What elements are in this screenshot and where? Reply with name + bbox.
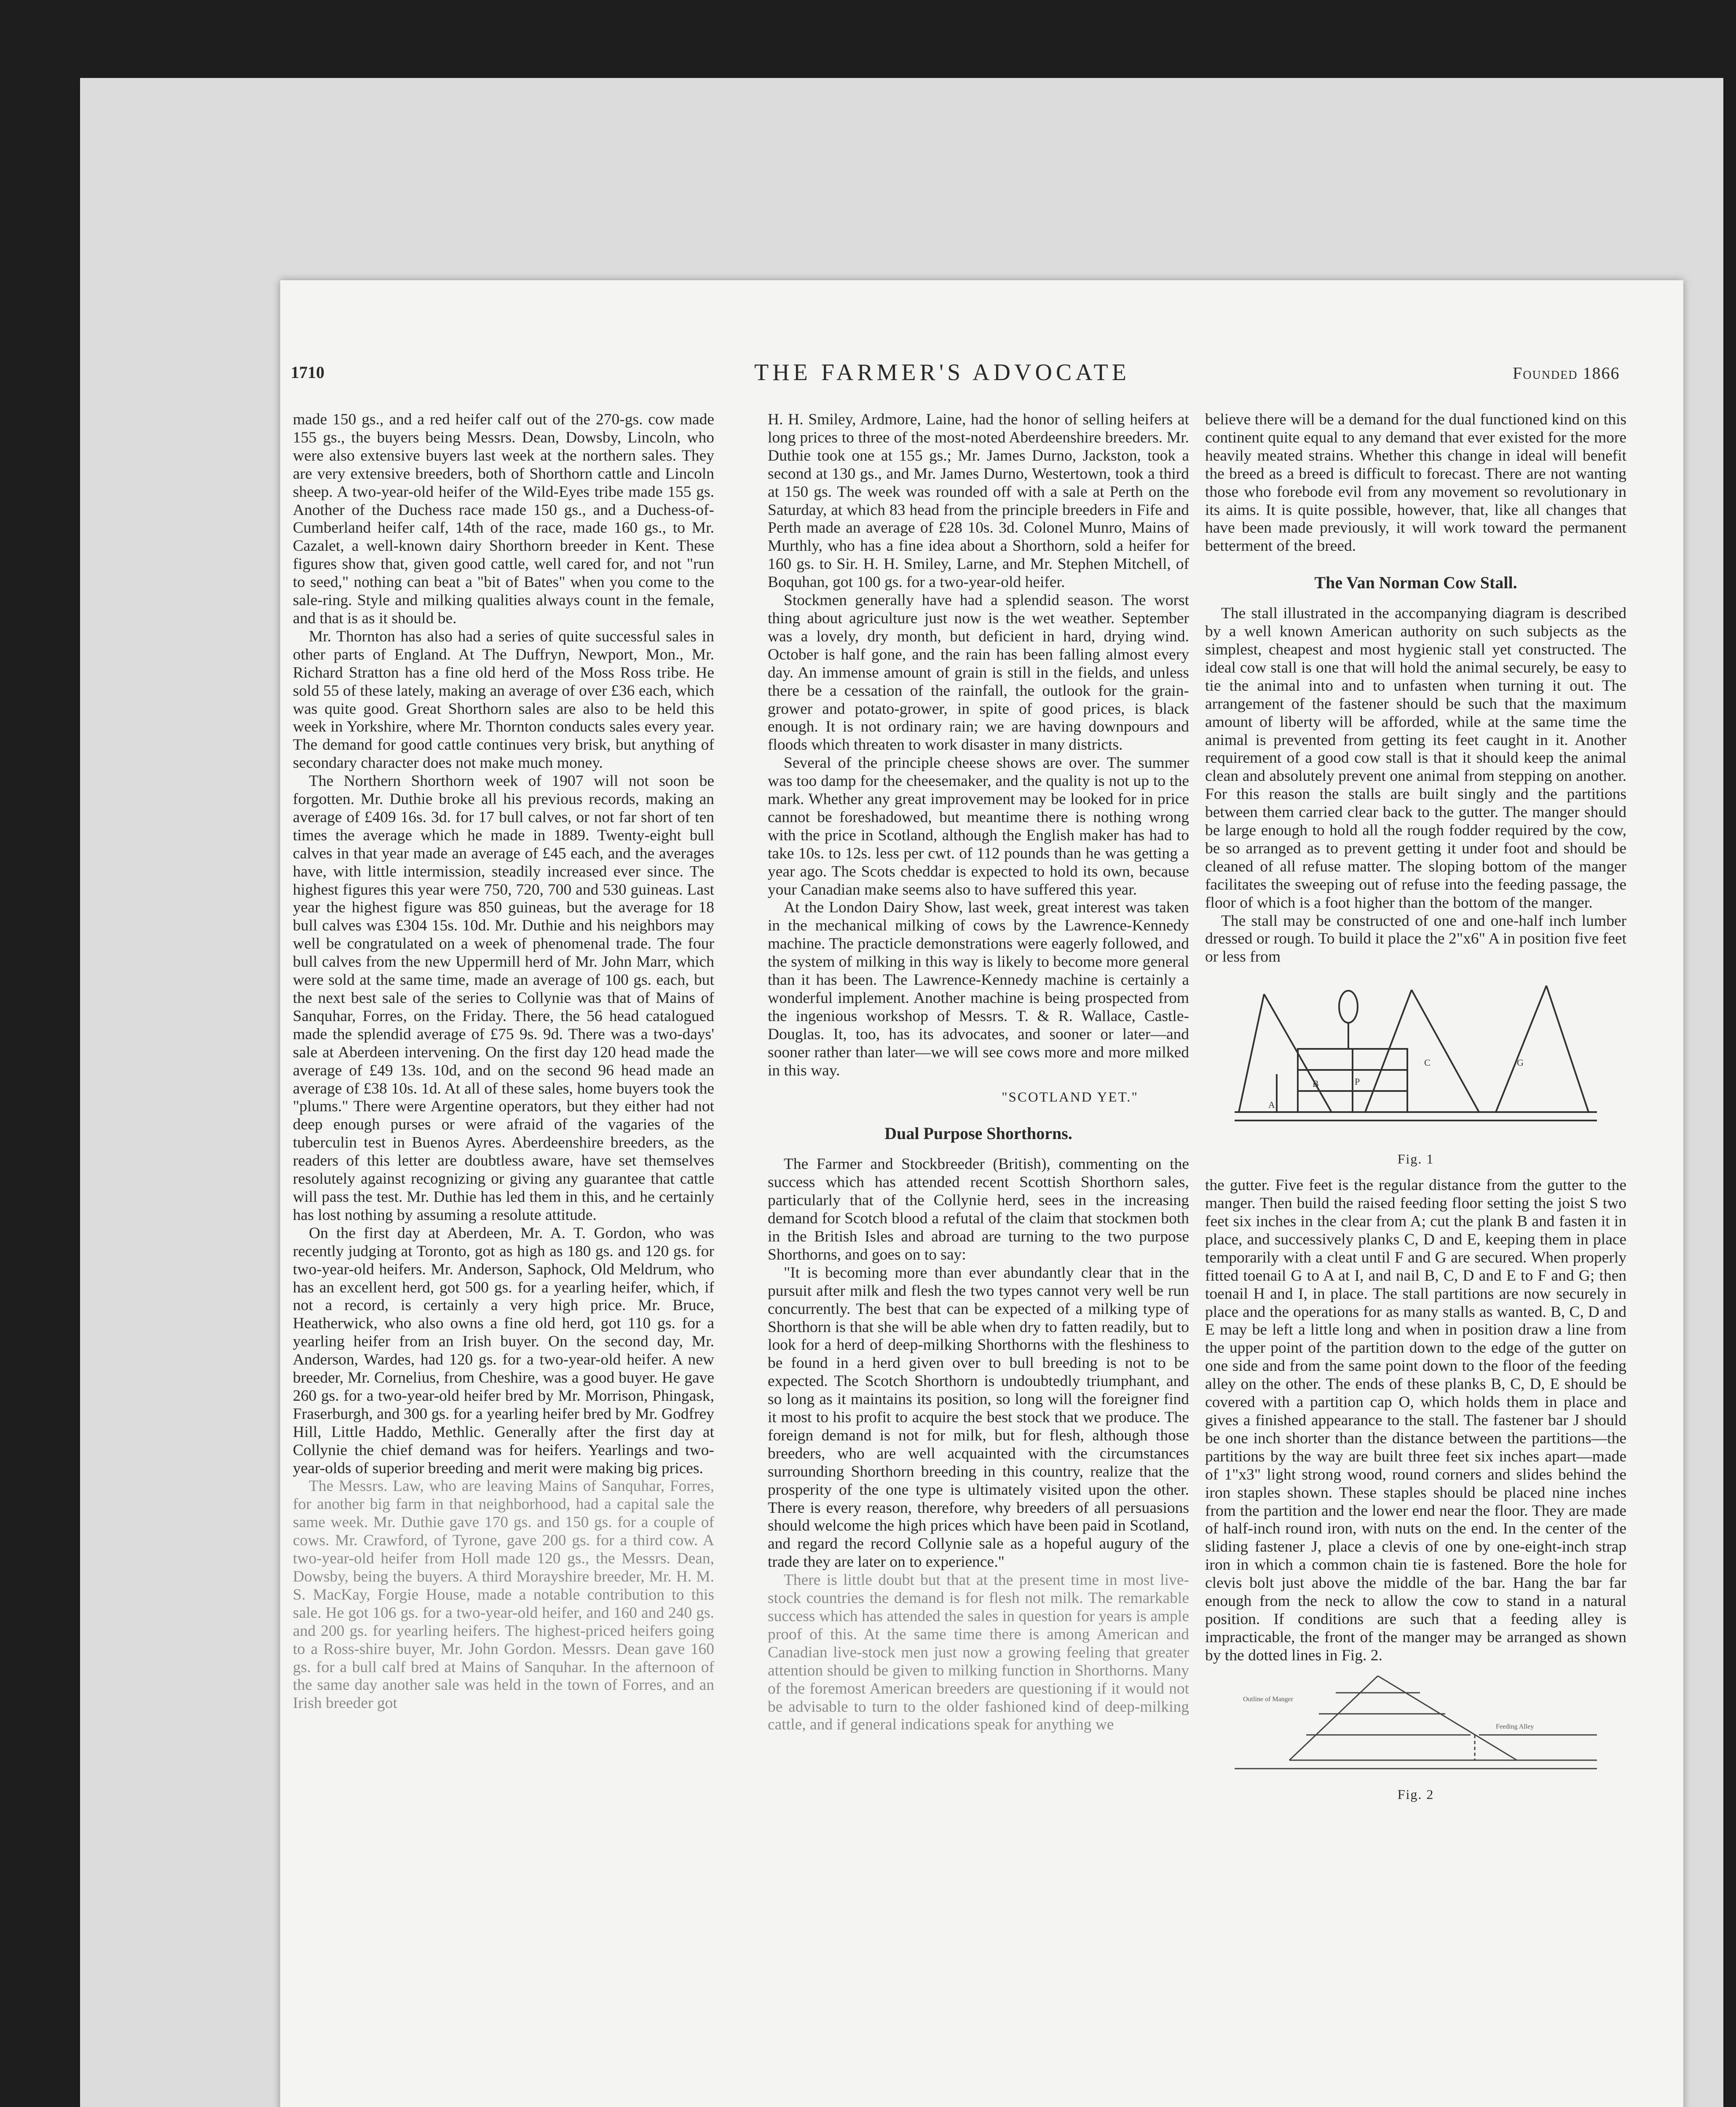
paragraph: believe there will be a demand for the dual functioned kind on this continent quite equal to any demand that ever existed for the more heavily meated strains. Whether this change in ideal will benefit the breed as a breed is difficult to forecast. There are not wanting those who forebode evil from any movement so revolutionary in its aims. It is quite possible, however, that, like all changes that have been made previously, it will work toward the permanent betterment of the breed.	[1205, 411, 1626, 555]
article-heading-cow-stall: The Van Norman Cow Stall.	[1314, 573, 1517, 592]
svg-text:G: G	[1517, 1057, 1524, 1068]
masthead: THE FARMER'S ADVOCATE	[754, 359, 1130, 386]
svg-text:P: P	[1355, 1076, 1360, 1087]
paragraph: On the first day at Aberdeen, Mr. A. T. Gordon, who was recently judging at Toronto, got as high as 180 gs. and 120 gs. for two-year-old heifers. Mr. Anderson, Saphock, Old Meldrum, who has an excellent herd, got 500 gs. for a yearling heifer, which, if not a record, is certainly a very high price. Mr. Bruce, Heatherwick, who also owns a fine old herd, got 110 gs. for a yearling heifer from an Irish buyer. On the second day, Mr. Anderson, Wardes, had 120 gs. for a two-year-old heifer. A new breeder, Mr. Cornelius, from Cheshire, was a good buyer. He gave 260 gs. for a two-year-old heifer bred by Mr. Morrison, Phingask, Fraserburgh, and 300 gs. for a yearling heifer bred by Mr. Godfrey Hill, Little Haddo, Methlic. Generally after the first day at Collynie the chief demand was for heifers. Yearlings and two-year-olds of superior breeding and merit were making big prices.	[293, 1224, 714, 1477]
svg-text:C: C	[1424, 1057, 1431, 1068]
figure-1-caption: Fig. 1	[1397, 1151, 1434, 1167]
paragraph: There is little doubt but that at the present time in most live-stock countries the demand is for flesh not milk. The remarkable success which has attended the sales in question for years is ample proof of this. At the same time there is among American and Canadian live-stock men just now a growing feeling that greater attention should be given to milking function in Shorthorns. Many of the foremost American breeders are questioning if it would not be advisable to turn to the older fashioned kind of deep-milking cattle, and if general indications speak for anything we	[768, 1571, 1189, 1734]
paragraph: The stall may be constructed of one and one-half inch lumber dressed or rough. To build it place the 2"x6" A in position five feet or less from	[1205, 912, 1626, 966]
column-1	[293, 411, 714, 2107]
founded-label: Founded 1866	[1513, 364, 1620, 383]
paragraph: The stall illustrated in the accompanying diagram is described by a well known American authority on such subjects as the simplest, cheapest and most hygienic stall yet constructed. The ideal cow stall is one that will hold the animal securely, be easy to tie the animal into and to unfasten when turning it out. The arrangement of the fastener should be such that the maximum amount of liberty will be afforded, while at the same time the animal is prevented from getting its feet caught in it. Another requirement of a good cow stall is that it should keep the animal clean and absolutely prevent one animal from stepping on another. For this reason the stalls are built singly and the partitions between them carried clear back to the gutter. The manger should be large enough to hold all the rough fodder required by the cow, be so arranged as to prevent getting it under foot and should be cleaned of all refuse matter. The sloping bottom of the manger facilitates the sweeping out of refuse into the feeding passage, the floor of which is a foot higher than the bottom of the manger.	[1205, 605, 1626, 911]
figure-2-caption: Fig. 2	[1397, 1786, 1434, 1802]
paragraph: The Northern Shorthorn week of 1907 will not soon be forgotten. Mr. Duthie broke all his previous records, making an average of £409 16s. 3d. for 17 bull calves, or not far short of ten times the average which he made in 1889. Twenty-eight bull calves in that year made an average of £45 each, and the averages have, with little intermission, steadily increased ever since. The highest figures this year were 750, 720, 700 and 530 guineas. Last year the highest figure was 850 guineas, but the average for 18 bull calves was £304 15s. 10d. Mr. Duthie and his neighbors may well be congratulated on a week of phenomenal trade. The four bull calves from the new Uppermill herd of Mr. John Marr, which were sold at the same time, made an average of 100 gs. each, but the next best sale of the series to Collynie was that of Mains of Sanquhar, Forres, on the Friday. There, the 56 head catalogued made the splendid average of £75 9s. 9d. There was a two-days' sale at Aberdeen intervening. On the first day 120 head made the average of £49 13s. 10d, and on the second 96 head made an average of £38 10s. 1d. At all of these sales, home buyers took the "plums." There were Argentine operators, but they either had not deep enough purses or were afraid of the vagaries of the tuberculin test in Buenos Ayres. Aberdeenshire breeders, as the readers of this letter are doubtless aware, have set themselves resolutely against recognizing or giving any guarantee that cattle will pass the test. Mr. Duthie has led them in this, and he certainly has lost nothing by assuming a resolute attitude.	[293, 772, 714, 1224]
page-number: 1710	[291, 363, 324, 382]
paragraph: the gutter. Five feet is the regular distance from the gutter to the manger. Then build the raised feeding floor setting the joist S two feet six inches in the clear from A; cut the plank B and fasten it in place, and successively planks C, D and E, keeping them in place temporarily with a cleat until F and G are secured. When properly fitted toenail G to A at I, and nail B, C, D and E to F and G; then toenail H and I, in place. The stall partitions are now securely in place and the operations for as many stalls as wanted. B, C, D and E may be left a little long and when in position draw a line from the upper point of the partition down to the edge of the gutter on one side and from the same point down to the floor of the feeding alley on the other. The ends of these planks B, C, D, E should be covered with a partition cap O, which holds them in place and gives a finished appearance to the stall. The fastener bar J should be one inch shorter than the distance between the partitions—the partitions by the way are built three feet six inches apart—made of 1"x3" light strong wood, round corners and slides behind the iron staples shown. These staples should be placed nine inches from the partition and the lower end near the floor. They are made of half-inch round iron, with nuts on the end. In the center of the sliding fastener J, place a clevis of one by one-eight-inch strap iron in which a common chain tie is fastened. Bore the hole for clevis bolt just above the middle of the bar. Hang the bar far enough from the neck to allow the cow to stand in a natural position. If conditions are such that a feeding alley is impracticable, the front of the manger may be arranged as shown by the dotted lines in Fig. 2.	[1205, 1177, 1626, 1664]
paragraph: Stockmen generally have had a splendid season. The worst thing about agriculture just now is the wet weather. September was a lovely, dry month, but deficient in hard, drying wind. October is half gone, and the rain has been falling almost every day. An immense amount of grain is still in the fields, and unless there be a cessation of the rainfall, the outlook for the grain-grower and potato-grower, in spite of good prices, is black enough. It is not ordinary rain; we are having downpours and floods which threaten to work disaster in many districts.	[768, 592, 1189, 754]
figure-2-manger-diagram	[1226, 1667, 1605, 1781]
figure-1-stall-diagram	[1226, 969, 1605, 1146]
fig2-label-left: Outline of Manger	[1243, 1695, 1294, 1703]
paragraph: Mr. Thornton has also had a series of quite successful sales in other parts of England. At The Duffryn, Newport, Mon., Mr. Richard Stratton has a fine old herd of the Moss Ross tribe. He sold 55 of these lately, making an average of over £36 each, which was quite good. Great Shorthorn sales are also to be held this week in Yorkshire, where Mr. Thornton conducts sales every year. The demand for good cattle continues very brisk, but anything of secondary character does not make much money.	[293, 627, 714, 772]
paragraph: The Messrs. Law, who are leaving Mains of Sanquhar, Forres, for another big farm in that neighborhood, had a capital sale the same week. Mr. Duthie gave 170 gs. and 150 gs. for a couple of cows. Mr. Crawford, of Tyrone, gave 200 gs. for a third cow. A two-year-old heifer from Holl made 120 gs., the Messrs. Dean, Dowsby, being the buyers. A third Morayshire breeder, Mr. H. M. S. MacKay, Forgie House, made a notable contribution to this sale. He got 106 gs. for a two-year-old heifer, and 160 and 240 gs. and 200 gs. for yearling heifers. The highest-priced heifers going to a Ross-shire buyer, Mr. John Gordon. Messrs. Dean gave 160 gs. for a bull calf bred at Mains of Sanquhar. In the afternoon of the same day another sale was held in the town of Forres, and an Irish breeder got	[293, 1477, 714, 1712]
signature: "SCOTLAND YET."	[1002, 1089, 1139, 1105]
article-heading-dual-purpose: Dual Purpose Shorthorns.	[884, 1124, 1072, 1143]
paragraph: Several of the principle cheese shows are over. The summer was too damp for the cheesemaker, and the quality is not up to the mark. Whether any great improvement may be looked for in price cannot be foreshadowed, but meantime there is nothing wrong with the price in Scotland, although the English maker has had to take 10s. to 12s. less per cwt. of 112 pounds than he was getting a year ago. The Scots cheddar is expected to hold its own, because your Canadian make seems also to have suffered this year.	[768, 754, 1189, 898]
svg-text:A: A	[1268, 1099, 1275, 1110]
column-2	[768, 411, 1189, 2107]
paragraph: At the London Dairy Show, last week, great interest was taken in the mechanical milking of cows by the Lawrence-Kennedy machine. The practicle demonstrations were eagerly followed, and the system of milking in this way is likely to become more general than it has been. The Lawrence-Kennedy machine is certainly a wonderful implement. Another machine is being prospected from the ingenious workshop of Messrs. T. & R. Wallace, Castle-Douglas. It, too, has its advocates, and sooner or later—and sooner rather than later—we will see cows more and more milked in this way.	[768, 899, 1189, 1079]
paragraph: "It is becoming more than ever abundantly clear that in the pursuit after milk and flesh the two types cannot very well be run concurrently. The best that can be expected of a milking type of Shorthorn is that she will be able when dry to fatten readily, but to look for a herd of deep-milking Shorthorns with the fleshiness to be found in a herd given over to bull breeding is not to be expected. The Scotch Shorthorn is undoubtedly triumphant, and so long as it maintains its position, so long will the foreigner find it most to his profit to acquire the best stock that we produce. The foreign demand is not for milk, but for flesh, although those breeders, who are well acquainted with the circumstances surrounding Shorthorn breeding in this country, realize that the prosperity of the one type is ultimately visited upon the other. There is every reason, therefore, why breeders of all persuasions should welcome the high prices which have been paid in Scotland, and regard the record Collynie sale as a hopeful augury of the trade they are later on to experience."	[768, 1264, 1189, 1571]
paragraph: H. H. Smiley, Ardmore, Laine, had the honor of selling heifers at long prices to three of the most-noted Aberdeenshire breeders. Mr. Duthie took one at 155 gs.; Mr. James Durno, Jackston, took a second at 130 gs., and Mr. James Durno, Westertown, took a third at 150 gs. The week was rounded off with a sale at Perth on the Saturday, at which 83 head from the principle breeders in Fife and Perth made an average of £28 10s. 3d. Colonel Munro, Mains of Murthly, who has a fine idea about a Shorthorn, sold a heifer for 160 gs. to Sir. H. H. Smiley, Larne, and Mr. Stephen Mitchell, of Boquhan, got 100 gs. for a two-year-old heifer.	[768, 411, 1189, 591]
fig2-label-right: Feeding Alley	[1496, 1723, 1534, 1730]
column-3	[1205, 411, 1626, 2107]
paragraph: made 150 gs., and a red heifer calf out of the 270-gs. cow made 155 gs., the buyers being Messrs. Dean, Dowsby, Lincoln, who were also extensive buyers last week at the northern sales. They are very extensive breeders, both of Shorthorn cattle and Lincoln sheep. A two-year-old heifer of the Wild-Eyes tribe made 155 gs. Another of the Duchess race made 150 gs., and a Duchess-of-Cumberland heifer calf, 14th of the race, made 160 gs., to Mr. Cazalet, a well-known dairy Shorthorn breeder in Kent. These figures show that, given good cattle, well cared for, and not "run to seed," nothing can beat a "bit of Bates" when you come to the sale-ring. Style and milking qualities always count in the female, and that is as it should be.	[293, 411, 714, 627]
svg-text:B: B	[1313, 1078, 1319, 1089]
paragraph: The Farmer and Stockbreeder (British), commenting on the success which has attended recent Scottish Shorthorn sales, particularly that of the Collynie herd, sees in the increasing demand for Scotch blood a refutal of the claim that stockmen both in the British Isles and abroad are turning to the two purpose Shorthorns, and goes on to say:	[768, 1155, 1189, 1263]
